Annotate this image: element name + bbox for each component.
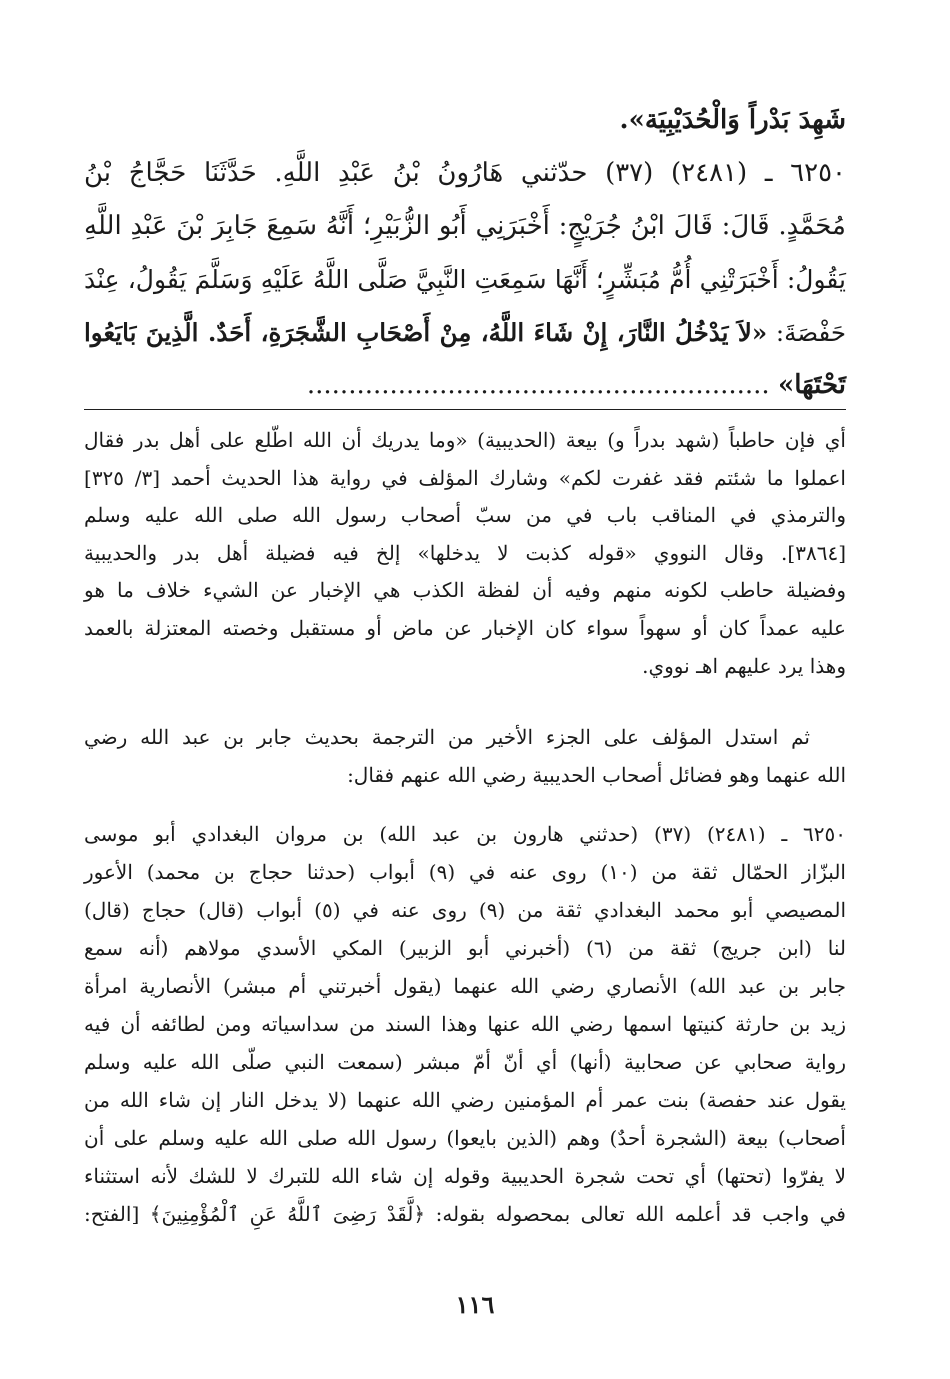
comm-line: زيد بن حارثة كنيتها اسمها رضي الله عنها وهذا السند من سداسياته ومن لطائفه أن فيه	[84, 1012, 846, 1037]
main-line-2: ٦٢٥٠ ـ (٢٤٨١) (٣٧) حدّثني هَارُونُ بْنُ عَبْدِ اللَّهِ. حَدَّثَنَا حَجَّاجُ بْنُ	[84, 158, 846, 188]
main-line-3: مُحَمَّدٍ. قَالَ: قَالَ ابْنُ جُرَيْجٍ: أَخْبَرَنِي أَبُو الزُّبَيْرِ؛ أَنَّهُ سَمِعَ جَابِرَ بْنَ عَبْدِ اللَّهِ	[84, 211, 846, 241]
comm-line: يقول عند حفصة) بنت عمر أم المؤمنين رضي الله عنهما (لا يدخل النار إن شاء الله من	[84, 1088, 846, 1113]
main-line-4: يَقُولُ: أَخْبَرَتْنِي أُمُّ مُبَشِّرٍ؛ أَنَّهَا سَمِعَتِ النَّبِيَّ صَلَّى اللَّهُ عَلَيْهِ وَسَلَّمَ يَقُولُ، عِنْدَ	[84, 265, 846, 294]
main-line-5	[84, 306, 846, 359]
comm-line: وهذا يرد عليهم اهـ نووي.	[642, 653, 846, 678]
dotted-leader: ........................................................	[306, 370, 778, 400]
main-line-1: شَهِدَ بَدْراً وَالْحُدَيْبِيَة».	[619, 105, 846, 135]
comm-line: البزّاز الحمّال ثقة من (١٠) روى عنه في (٩) أبواب (حدثنا حجاج بن محمد) الأعور	[84, 860, 846, 885]
page-number: ١١٦	[455, 1290, 495, 1319]
commentary-paragraph-2	[84, 718, 846, 794]
comm-line: وفضيلة حاطب لكونه منهم وفيه أن لفظة الكذب هي الإخبار عن الشيء خلاف ما هو	[84, 578, 846, 603]
comm-line: المصيصي أبو محمد البغدادي ثقة من (٩) روى عنه في (٥) أبواب (قال) حجاج (قال)	[84, 898, 846, 923]
comm-line: والترمذي في المناقب باب في من سبّ أصحاب رسول الله صلى الله عليه وسلم	[84, 503, 846, 528]
comm-line: عليه عمداً كان أو سهواً سواء كان الإخبار عن ماض أو مستقبل وخصته المعتزلة بالعمد	[84, 615, 846, 640]
comm-line: لا يفرّوا (تحتها) أي تحت شجرة الحديبية وقوله إن شاء الله للتبرك لا للشك لأنه استثناء	[84, 1164, 846, 1189]
commentary-paragraph-1	[84, 422, 846, 685]
comm-line: [٣٨٦٤]. وقال النووي «قوله كذبت لا يدخلها» إلخ فيه فضيلة أهل بدر والحديبية	[84, 540, 846, 565]
comm-line: أي فإن حاطباً (شهد بدراً و) بيعة (الحديبية) «وما يدريك أن الله اطّلع على أهل بدر فقال	[84, 428, 846, 452]
main-line-5-lead: حَفْصَةَ:	[767, 318, 846, 347]
comm-line: لنا (ابن جريج) ثقة من (٦) (أخبرني أبو الزبير) المكي الأسدي مولاهم (أنه سمع	[84, 936, 847, 961]
main-line-6-quote: تَحْتَهَا»	[777, 370, 846, 400]
comm-line: أصحاب) بيعة (الشجرة أحدٌ) وهم (الذين بايعوا) رسول الله صلى الله عليه وسلم على أن	[84, 1126, 846, 1151]
comm-line: ثم استدل المؤلف على الجزء الأخير من الترجمة بحديث جابر بن عبد الله رضي	[84, 725, 810, 749]
hadith-text	[84, 94, 846, 412]
main-line-5-quote: «لاَ يَدْخُلُ النَّارَ، إِنْ شَاءَ اللَّهُ، مِنْ أَصْحَابِ الشَّجَرَةِ، أَحَدٌ. الَّذِينَ بَايَعُوا	[84, 318, 768, 347]
comm-line: اعملوا ما شئتم فقد غفرت لكم» وشارك المؤلف في رواية هذا الحديث أحمد [٣/ ٣٢٥]	[84, 465, 846, 490]
separator-rule	[84, 409, 846, 410]
comm-line: الله عنهما وهو فضائل أصحاب الحديبية رضي الله عنهم فقال:	[347, 763, 846, 787]
comm-line: ٦٢٥٠ ـ (٢٤٨١) (٣٧) (حدثني هارون بن عبد الله) بن مروان البغدادي أبو موسى	[84, 822, 846, 846]
commentary-paragraph-3	[84, 815, 846, 1234]
main-line-6	[84, 359, 846, 412]
comm-line: جابر بن عبد الله) الأنصاري رضي الله عنهما (يقول أخبرتني أم مبشر) الأنصارية امرأة	[84, 974, 846, 999]
comm-line: رواية صحابي عن صحابية (أنها) أي أنّ أمّ مبشر (سمعت النبي صلّى الله عليه وسلم	[84, 1050, 846, 1075]
comm-line: في واجب قد أعلمه الله تعالى بمحصوله بقوله: ﴿لَّقَدْ رَضِىَ ٱللَّهُ عَنِ ٱلْمُؤْمِنِينَ﴾ [الفتح:	[84, 1202, 846, 1227]
